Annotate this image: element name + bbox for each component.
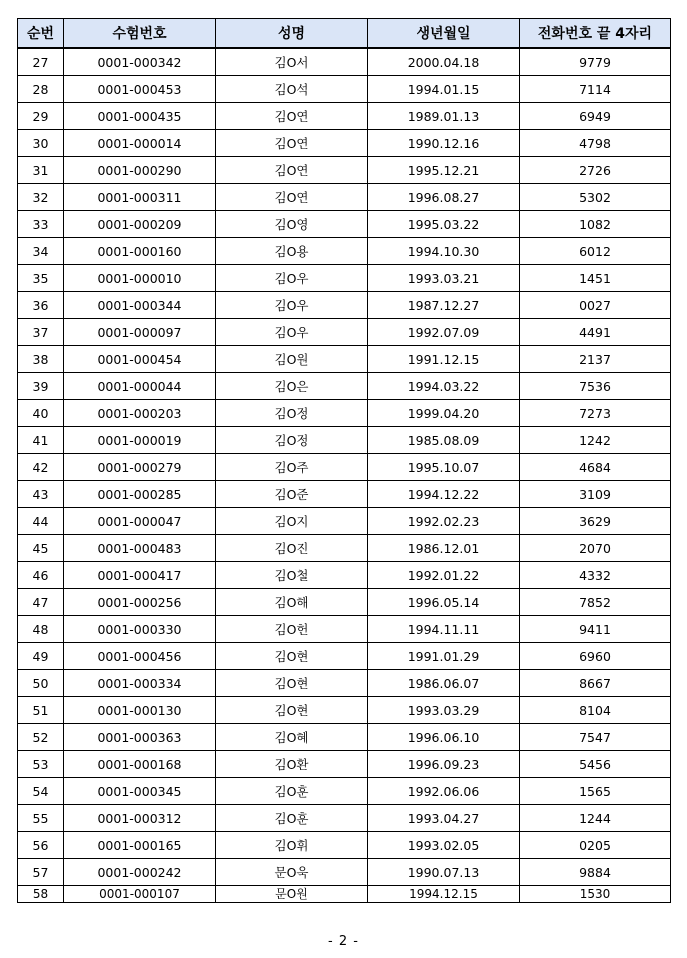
table-row [18, 265, 671, 292]
cell-seq: 50 [18, 670, 64, 697]
cell-seq: 58 [18, 886, 64, 903]
table-row [18, 481, 671, 508]
table-row [18, 751, 671, 778]
cell-birthdate: 1986.12.01 [368, 535, 520, 562]
cell-phone-last4: 3109 [520, 481, 671, 508]
header-phone-last4: 전화번호 끝 4자리 [520, 19, 671, 49]
cell-phone-last4: 1082 [520, 211, 671, 238]
table-row [18, 427, 671, 454]
cell-seq: 45 [18, 535, 64, 562]
cell-exam-number: 0001-000203 [64, 400, 216, 427]
table-row [18, 724, 671, 751]
cell-seq: 56 [18, 832, 64, 859]
cell-birthdate: 1995.10.07 [368, 454, 520, 481]
cell-name: 김O준 [216, 481, 368, 508]
cell-name: 김O철 [216, 562, 368, 589]
cell-name: 김O연 [216, 184, 368, 211]
cell-exam-number: 0001-000165 [64, 832, 216, 859]
cell-name: 김O정 [216, 427, 368, 454]
cell-seq: 40 [18, 400, 64, 427]
cell-exam-number: 0001-000279 [64, 454, 216, 481]
cell-seq: 42 [18, 454, 64, 481]
cell-birthdate: 1993.04.27 [368, 805, 520, 832]
table-row [18, 157, 671, 184]
cell-phone-last4: 4491 [520, 319, 671, 346]
cell-birthdate: 1989.01.13 [368, 103, 520, 130]
table-row [18, 616, 671, 643]
cell-exam-number: 0001-000160 [64, 238, 216, 265]
cell-seq: 52 [18, 724, 64, 751]
cell-seq: 53 [18, 751, 64, 778]
header-seq: 순번 [18, 19, 64, 49]
cell-exam-number: 0001-000435 [64, 103, 216, 130]
table-row [18, 886, 671, 903]
cell-birthdate: 1992.06.06 [368, 778, 520, 805]
cell-exam-number: 0001-000285 [64, 481, 216, 508]
cell-birthdate: 1991.12.15 [368, 346, 520, 373]
cell-exam-number: 0001-000483 [64, 535, 216, 562]
cell-seq: 41 [18, 427, 64, 454]
cell-phone-last4: 8104 [520, 697, 671, 724]
cell-seq: 31 [18, 157, 64, 184]
cell-name: 김O연 [216, 157, 368, 184]
cell-name: 문O욱 [216, 859, 368, 886]
cell-exam-number: 0001-000342 [64, 48, 216, 76]
cell-birthdate: 1996.05.14 [368, 589, 520, 616]
cell-phone-last4: 2137 [520, 346, 671, 373]
cell-name: 김O현 [216, 697, 368, 724]
table-row [18, 670, 671, 697]
cell-phone-last4: 4684 [520, 454, 671, 481]
cell-phone-last4: 1451 [520, 265, 671, 292]
cell-birthdate: 1994.12.15 [368, 886, 520, 903]
table-row [18, 373, 671, 400]
cell-birthdate: 1986.06.07 [368, 670, 520, 697]
table-row [18, 778, 671, 805]
cell-seq: 32 [18, 184, 64, 211]
cell-name: 김O혜 [216, 724, 368, 751]
cell-exam-number: 0001-000453 [64, 76, 216, 103]
cell-name: 김O우 [216, 319, 368, 346]
cell-seq: 38 [18, 346, 64, 373]
cell-seq: 35 [18, 265, 64, 292]
table-row [18, 508, 671, 535]
cell-exam-number: 0001-000044 [64, 373, 216, 400]
cell-seq: 30 [18, 130, 64, 157]
cell-name: 김O정 [216, 400, 368, 427]
cell-phone-last4: 6012 [520, 238, 671, 265]
cell-birthdate: 1993.03.21 [368, 265, 520, 292]
cell-phone-last4: 9884 [520, 859, 671, 886]
cell-birthdate: 1996.06.10 [368, 724, 520, 751]
cell-exam-number: 0001-000019 [64, 427, 216, 454]
cell-name: 김O연 [216, 130, 368, 157]
cell-name: 김O현 [216, 643, 368, 670]
cell-birthdate: 1992.07.09 [368, 319, 520, 346]
cell-exam-number: 0001-000311 [64, 184, 216, 211]
cell-name: 김O해 [216, 589, 368, 616]
cell-birthdate: 1999.04.20 [368, 400, 520, 427]
cell-birthdate: 1991.01.29 [368, 643, 520, 670]
cell-phone-last4: 7536 [520, 373, 671, 400]
cell-name: 김O현 [216, 670, 368, 697]
cell-name: 김O용 [216, 238, 368, 265]
cell-exam-number: 0001-000334 [64, 670, 216, 697]
cell-name: 김O환 [216, 751, 368, 778]
cell-phone-last4: 1244 [520, 805, 671, 832]
cell-phone-last4: 0027 [520, 292, 671, 319]
cell-seq: 37 [18, 319, 64, 346]
table-row [18, 805, 671, 832]
table-row [18, 589, 671, 616]
cell-birthdate: 1996.08.27 [368, 184, 520, 211]
cell-seq: 48 [18, 616, 64, 643]
cell-birthdate: 1996.09.23 [368, 751, 520, 778]
cell-phone-last4: 7547 [520, 724, 671, 751]
cell-exam-number: 0001-000014 [64, 130, 216, 157]
cell-name: 김O진 [216, 535, 368, 562]
page-number: - 2 - [328, 934, 359, 949]
cell-birthdate: 1990.12.16 [368, 130, 520, 157]
cell-phone-last4: 9411 [520, 616, 671, 643]
table-row [18, 400, 671, 427]
cell-phone-last4: 4798 [520, 130, 671, 157]
cell-name: 김O원 [216, 346, 368, 373]
cell-birthdate: 1994.03.22 [368, 373, 520, 400]
table-row [18, 454, 671, 481]
header-name: 성명 [216, 19, 368, 49]
cell-seq: 33 [18, 211, 64, 238]
cell-exam-number: 0001-000456 [64, 643, 216, 670]
table-row [18, 130, 671, 157]
cell-seq: 44 [18, 508, 64, 535]
cell-birthdate: 1995.03.22 [368, 211, 520, 238]
cell-exam-number: 0001-000107 [64, 886, 216, 903]
cell-name: 김O주 [216, 454, 368, 481]
cell-seq: 28 [18, 76, 64, 103]
cell-exam-number: 0001-000417 [64, 562, 216, 589]
table-row [18, 292, 671, 319]
cell-phone-last4: 7852 [520, 589, 671, 616]
cell-seq: 27 [18, 48, 64, 76]
cell-seq: 36 [18, 292, 64, 319]
cell-birthdate: 1990.07.13 [368, 859, 520, 886]
cell-birthdate: 1992.01.22 [368, 562, 520, 589]
table-header-row [18, 19, 671, 49]
cell-exam-number: 0001-000256 [64, 589, 216, 616]
cell-exam-number: 0001-000454 [64, 346, 216, 373]
cell-birthdate: 2000.04.18 [368, 48, 520, 76]
cell-exam-number: 0001-000344 [64, 292, 216, 319]
cell-exam-number: 0001-000242 [64, 859, 216, 886]
cell-seq: 57 [18, 859, 64, 886]
table-row [18, 535, 671, 562]
table-row [18, 697, 671, 724]
header-birthdate: 생년월일 [368, 19, 520, 49]
cell-seq: 46 [18, 562, 64, 589]
cell-birthdate: 1993.03.29 [368, 697, 520, 724]
cell-name: 김O은 [216, 373, 368, 400]
applicant-table [17, 18, 671, 903]
cell-name: 김O헌 [216, 616, 368, 643]
cell-seq: 34 [18, 238, 64, 265]
table-row [18, 211, 671, 238]
cell-phone-last4: 2070 [520, 535, 671, 562]
cell-birthdate: 1987.12.27 [368, 292, 520, 319]
table-row [18, 103, 671, 130]
cell-exam-number: 0001-000330 [64, 616, 216, 643]
cell-name: 문O원 [216, 886, 368, 903]
cell-seq: 47 [18, 589, 64, 616]
cell-birthdate: 1994.12.22 [368, 481, 520, 508]
cell-phone-last4: 3629 [520, 508, 671, 535]
cell-seq: 39 [18, 373, 64, 400]
cell-birthdate: 1995.12.21 [368, 157, 520, 184]
table-body [18, 48, 671, 903]
cell-seq: 51 [18, 697, 64, 724]
table-row [18, 832, 671, 859]
cell-seq: 55 [18, 805, 64, 832]
table-row [18, 346, 671, 373]
cell-seq: 43 [18, 481, 64, 508]
cell-name: 김O연 [216, 103, 368, 130]
cell-birthdate: 1992.02.23 [368, 508, 520, 535]
table-row [18, 562, 671, 589]
header-exam-number: 수험번호 [64, 19, 216, 49]
cell-phone-last4: 5456 [520, 751, 671, 778]
cell-name: 김O우 [216, 292, 368, 319]
cell-phone-last4: 2726 [520, 157, 671, 184]
cell-phone-last4: 4332 [520, 562, 671, 589]
cell-birthdate: 1993.02.05 [368, 832, 520, 859]
cell-seq: 54 [18, 778, 64, 805]
cell-name: 김O휘 [216, 832, 368, 859]
cell-phone-last4: 1242 [520, 427, 671, 454]
table-row [18, 319, 671, 346]
cell-phone-last4: 0205 [520, 832, 671, 859]
cell-name: 김O훈 [216, 778, 368, 805]
cell-seq: 29 [18, 103, 64, 130]
cell-name: 김O석 [216, 76, 368, 103]
cell-exam-number: 0001-000363 [64, 724, 216, 751]
cell-name: 김O영 [216, 211, 368, 238]
table-row [18, 48, 671, 76]
cell-exam-number: 0001-000345 [64, 778, 216, 805]
table-row [18, 859, 671, 886]
table-row [18, 76, 671, 103]
cell-exam-number: 0001-000130 [64, 697, 216, 724]
cell-birthdate: 1994.10.30 [368, 238, 520, 265]
cell-exam-number: 0001-000209 [64, 211, 216, 238]
cell-phone-last4: 7273 [520, 400, 671, 427]
table-row [18, 238, 671, 265]
cell-phone-last4: 1530 [520, 886, 671, 903]
cell-birthdate: 1994.11.11 [368, 616, 520, 643]
cell-exam-number: 0001-000312 [64, 805, 216, 832]
cell-phone-last4: 9779 [520, 48, 671, 76]
cell-name: 김O우 [216, 265, 368, 292]
cell-phone-last4: 1565 [520, 778, 671, 805]
table-row [18, 643, 671, 670]
cell-birthdate: 1994.01.15 [368, 76, 520, 103]
cell-name: 김O지 [216, 508, 368, 535]
cell-exam-number: 0001-000168 [64, 751, 216, 778]
cell-exam-number: 0001-000047 [64, 508, 216, 535]
cell-phone-last4: 8667 [520, 670, 671, 697]
cell-phone-last4: 6949 [520, 103, 671, 130]
cell-phone-last4: 6960 [520, 643, 671, 670]
cell-exam-number: 0001-000097 [64, 319, 216, 346]
cell-exam-number: 0001-000010 [64, 265, 216, 292]
table-row [18, 184, 671, 211]
cell-phone-last4: 5302 [520, 184, 671, 211]
cell-exam-number: 0001-000290 [64, 157, 216, 184]
cell-name: 김O훈 [216, 805, 368, 832]
cell-seq: 49 [18, 643, 64, 670]
cell-birthdate: 1985.08.09 [368, 427, 520, 454]
cell-phone-last4: 7114 [520, 76, 671, 103]
cell-name: 김O서 [216, 48, 368, 76]
